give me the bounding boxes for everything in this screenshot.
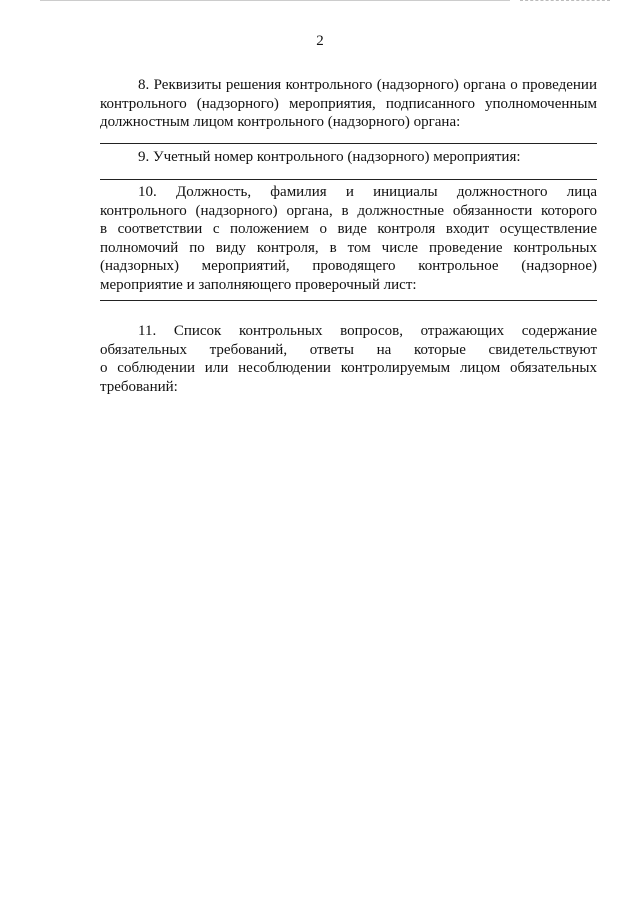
section-9-answer-line [100, 179, 597, 180]
scan-edge-line-right [520, 0, 610, 1]
section-10-line: 10. Должность, фамилия и инициалы должностного лица [138, 184, 597, 200]
section-9-line: 9. Учетный номер контрольного (надзорного) мероприятия: [138, 149, 521, 165]
section-10-line: в соответствии с положением о виде контроля входит осуществление [100, 221, 597, 237]
section-11-line: о соблюдении или несоблюдении контролируемым лицом обязательных [100, 360, 597, 376]
section-8-paragraph [100, 76, 597, 132]
section-8-answer-line [100, 143, 597, 144]
section-11-line: обязательных требований, ответы на которые свидетельствуют [100, 341, 597, 358]
section-9-paragraph [100, 148, 597, 167]
section-11-line: требований: [100, 378, 178, 395]
section-11-paragraph [100, 322, 597, 396]
scan-edge-line [40, 0, 510, 1]
section-8-line: должностным лицом контрольного (надзорного) органа: [100, 114, 461, 130]
section-8-line: контрольного (надзорного) мероприятия, подписанного уполномоченным [100, 95, 597, 112]
section-10-line: полномочий по виду контроля, в том числе проведение контрольных [100, 239, 597, 256]
section-10-answer-line [100, 300, 597, 301]
section-10-line: контрольного (надзорного) органа, в должностные обязанности которого [100, 202, 597, 219]
page-number: 2 [316, 33, 324, 49]
section-8-line: 8. Реквизиты решения контрольного (надзорного) органа о проведении [138, 77, 597, 93]
section-10-paragraph [100, 183, 597, 294]
section-10-line: (надзорных) мероприятий, проводящего контрольное (надзорное) [100, 258, 597, 274]
section-10-line: мероприятие и заполняющего проверочный лист: [100, 276, 417, 293]
section-11-line: 11. Список контрольных вопросов, отражающих содержание [138, 323, 597, 339]
